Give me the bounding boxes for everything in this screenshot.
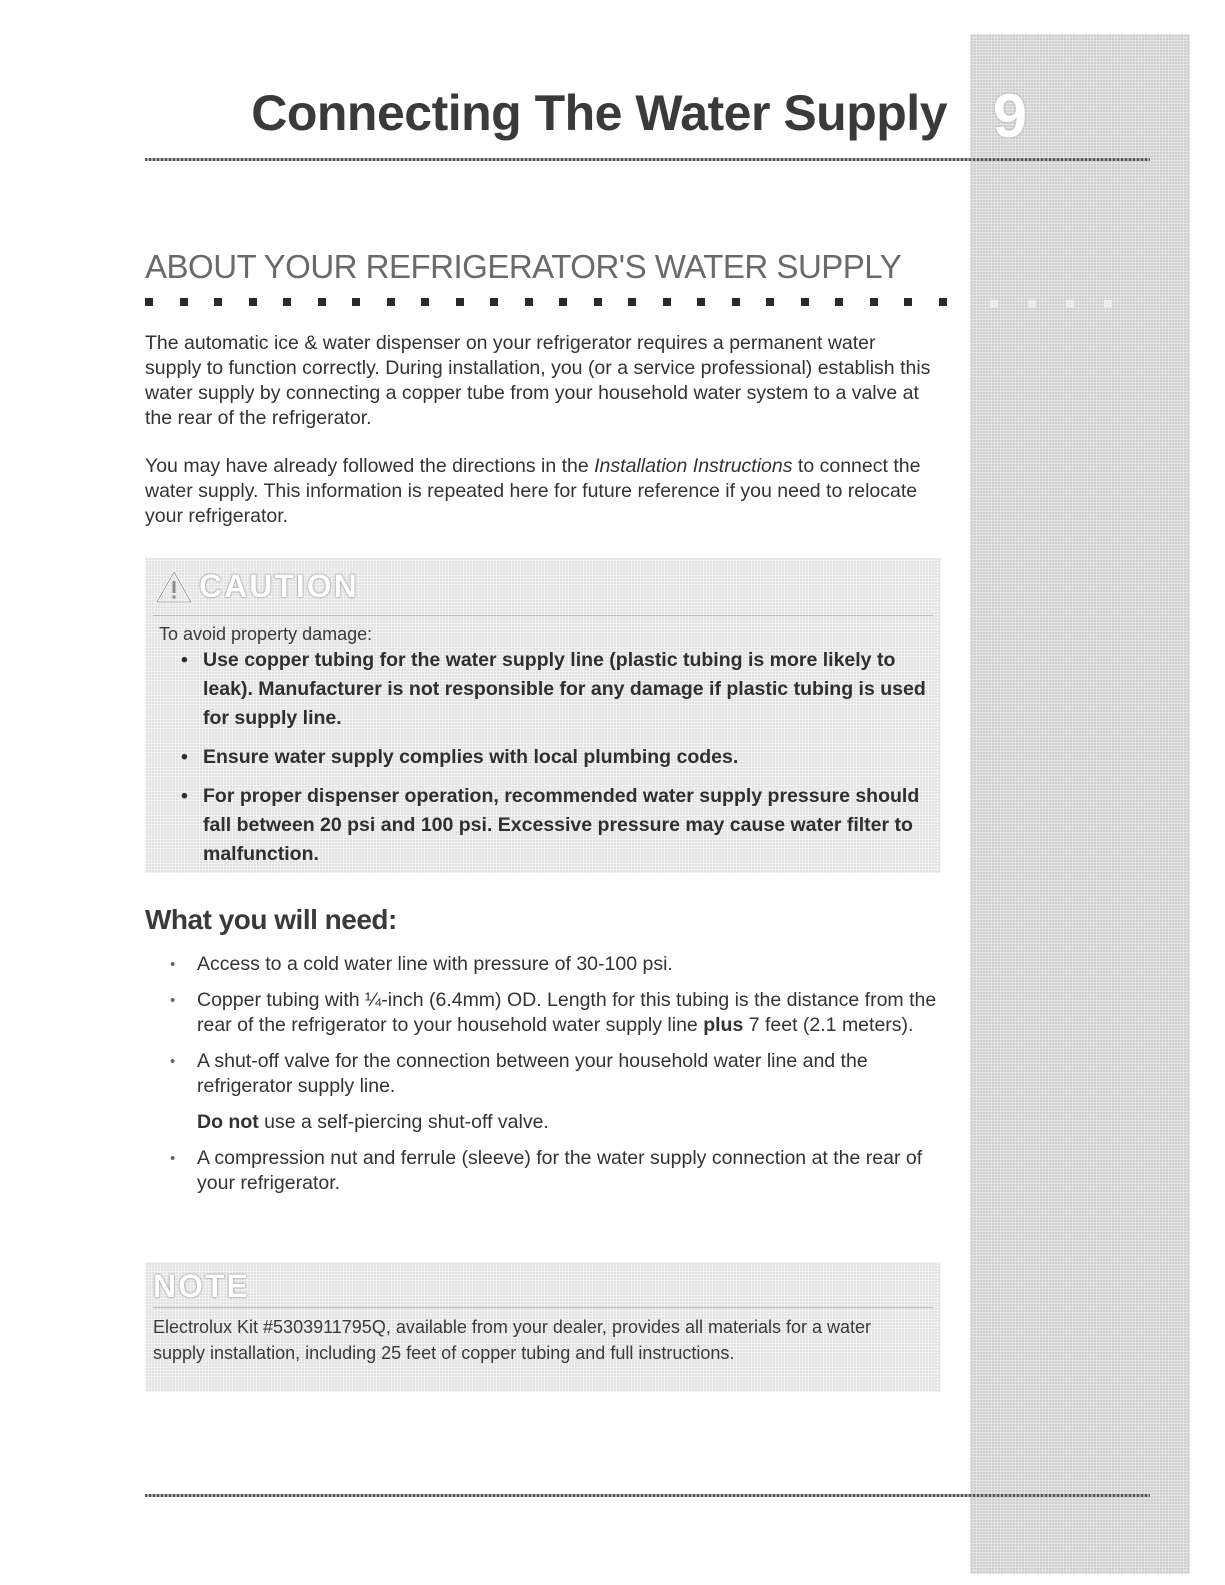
warning-triangle-icon [155, 570, 193, 604]
intro-paragraph-2-end: to connect the water supply. This information is repeated here for future reference if you need to relocate your refrigerator. [145, 455, 921, 527]
divider-square [145, 298, 153, 306]
divider-square [835, 298, 843, 306]
band-square [1028, 300, 1036, 308]
note-divider [153, 1307, 933, 1308]
band-square [1066, 300, 1074, 308]
divider-square [249, 298, 257, 306]
needs-item-shutoff-valve-text: A shut-off valve for the connection between your household water line and the refrigerator supply line. [197, 1050, 868, 1097]
header-rule [145, 158, 1150, 161]
divider-square [421, 298, 429, 306]
divider-square [870, 298, 878, 306]
caution-divider [153, 615, 933, 616]
divider-square [697, 298, 705, 306]
note-text: Electrolux Kit #5303911795Q, available from your dealer, provides all materials for a water supply installation, including 25 feet of copper tubing and full instructions. [153, 1317, 872, 1363]
divider-square [387, 298, 395, 306]
note-header [153, 1268, 250, 1305]
installation-instructions-reference: Installation Instructions [594, 455, 793, 477]
section-heading: ABOUT YOUR REFRIGERATOR'S WATER SUPPLY [145, 248, 902, 285]
note-box [145, 1262, 941, 1392]
plus-emphasis: plus [703, 1014, 744, 1036]
divider-square [904, 298, 912, 306]
divider-square [801, 298, 809, 306]
caution-item: • Ensure water supply complies with local plumbing codes. [175, 743, 930, 772]
divider-square [766, 298, 774, 306]
needs-item-copper-tubing-end: 7 feet (2.1 meters). [743, 1014, 914, 1036]
band-square [990, 300, 998, 308]
divider-square [283, 298, 291, 306]
divider-square [352, 298, 360, 306]
caution-item: • Use copper tubing for the water supply line (plastic tubing is more likely to leak). Manufacturer is not responsible for any damage if plastic tubing is used for supply line. [175, 646, 930, 733]
intro-paragraph-2 [145, 454, 935, 529]
divider-square [490, 298, 498, 306]
caution-box [145, 558, 941, 873]
needs-item-copper-tubing [168, 988, 948, 1038]
page-title: Connecting The Water Supply [251, 85, 947, 141]
divider-square [214, 298, 222, 306]
divider-square [525, 298, 533, 306]
intro-paragraph-1: The automatic ice & water dispenser on your refrigerator requires a permanent water supply to function correctly. During installation, you (or a service professional) establish this water supply by connecting a copper tube from your household water system to a valve at the rear of the refrigerator. [145, 332, 931, 429]
needs-list [168, 952, 948, 1207]
caution-intro: To avoid property damage: [159, 624, 373, 644]
divider-square [180, 298, 188, 306]
needs-item-cold-water-line: • Access to a cold water line with pressure of 30-100 psi. [168, 952, 948, 977]
shutoff-valve-warning-text: use a self-piercing shut-off valve. [258, 1111, 549, 1133]
intro-paragraph-2-start: You may have already followed the directions in the [145, 455, 595, 477]
caution-header [155, 568, 359, 605]
band-square [1104, 300, 1112, 308]
needs-item-copper-tubing-text: Copper tubing with ¼-inch (6.4mm) OD. Length for this tubing is the distance from the rear of the refrigerator to your household water supply line [197, 989, 937, 1036]
divider-square [732, 298, 740, 306]
divider-square [318, 298, 326, 306]
caution-item: • For proper dispenser operation, recommended water supply pressure should fall between 20 psi and 100 psi. Excessive pressure may cause water filter to malfunction. [175, 782, 930, 869]
needs-item-shutoff-valve [168, 1049, 948, 1135]
side-band [970, 34, 1190, 1574]
caution-list [175, 646, 930, 879]
divider-square [559, 298, 567, 306]
caution-title: CAUTION [199, 568, 359, 604]
divider-square [628, 298, 636, 306]
divider-square [456, 298, 464, 306]
shutoff-valve-warning [197, 1110, 948, 1135]
needs-item-compression-nut: • A compression nut and ferrule (sleeve) for the water supply connection at the rear of your refrigerator. [168, 1146, 948, 1196]
chapter-number: 9 [992, 82, 1028, 151]
band-square-row [990, 300, 1112, 308]
do-not-emphasis: Do not [197, 1111, 259, 1133]
note-title: NOTE [153, 1268, 250, 1304]
divider-square [594, 298, 602, 306]
divider-square [939, 298, 947, 306]
divider-square [663, 298, 671, 306]
square-divider [145, 298, 947, 306]
needs-heading: What you will need: [145, 904, 397, 935]
footer-rule [145, 1494, 1150, 1497]
